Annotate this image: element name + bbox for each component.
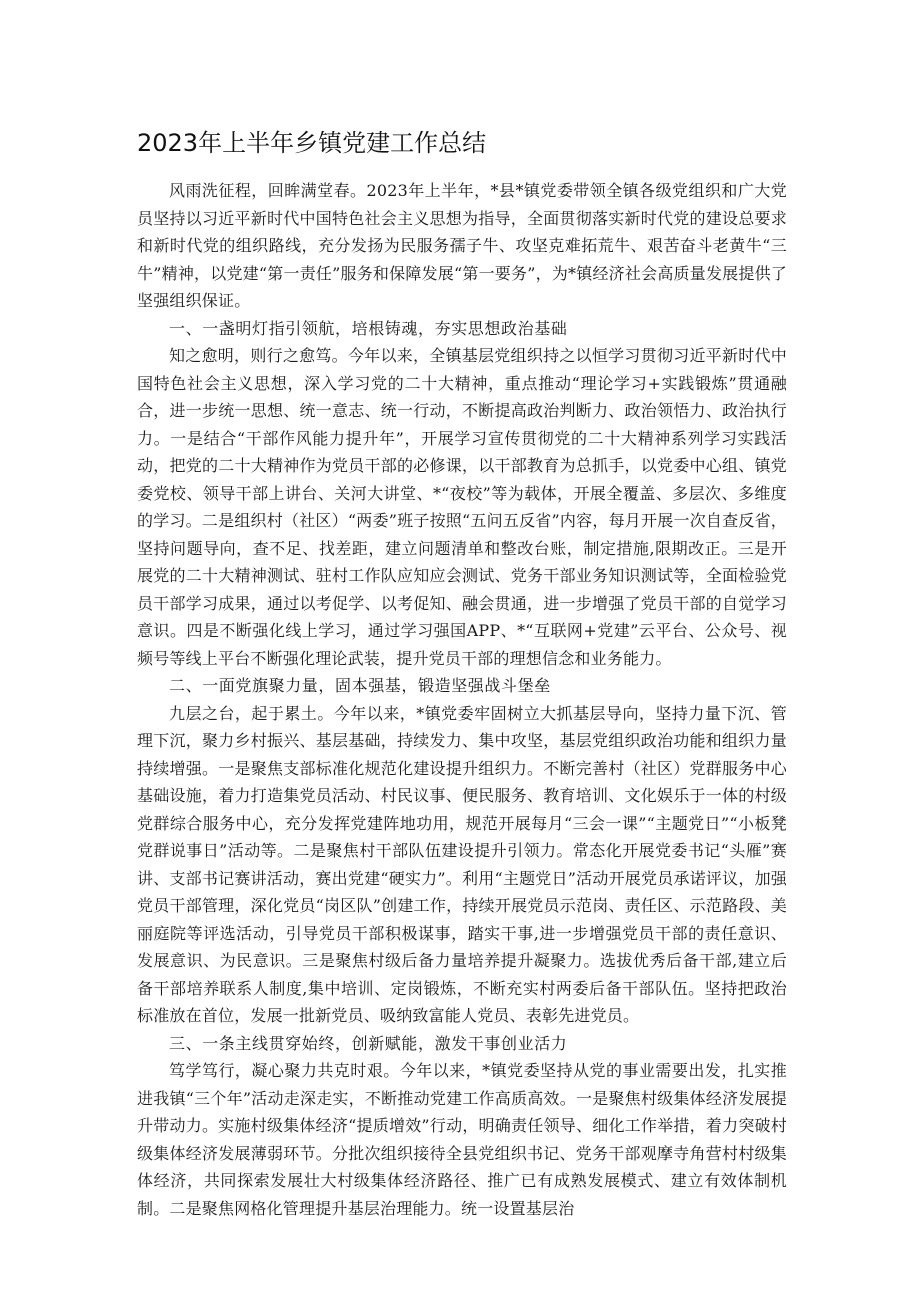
section-1-heading: 一、一盏明灯指引领航，培根铸魂，夯实思想政治基础 — [169, 318, 568, 338]
section-3-body: 笃学笃行，凝心聚力共克时艰。今年以来，*镇党委坚持从党的事业需要出发，扎实推进我镇“三个年”活动走深走实，不断推动党建工作高质高效。一是聚焦村级集体经济发展提升带动力。实施村级集体经济“提质增效”行动，明确责任领导、细化工作举措，着力突破村级集体经济发展薄弱环节。分批次组织接待全县党组织书记、党务干部观摩寺角营村村级集体经济，共同探索发展壮大村级集体经济路径、推广已有成熟发展模式、建立有效体制机制。二是聚焦网格化管理提升基层治理能力。统一设置基层治 — [137, 1061, 787, 1218]
document-title: 2023年上半年乡镇党建工作总结 — [137, 129, 487, 157]
section-2-heading: 二、一面党旗聚力量，固本强基，锻造坚强战斗堡垒 — [169, 676, 551, 695]
document-body — [137, 177, 787, 1222]
section-1-body: 知之愈明，则行之愈笃。今年以来，全镇基层党组织持之以恒学习贯彻习近平新时代中国特色社会主义思想，深入学习党的二十大精神，重点推动“理论学习+实践锻炼”贯通融合，进一步统一思想、统一意志、统一行动，不断提高政治判断力、政治领悟力、政治执行力。一是结合“干部作风能力提升年”，开展学习宣传贯彻党的二十大精神系列学习实践活动，把党的二十大精神作为党员干部的必修课，以干部教育为总抓手，以党委中心组、镇党委党校、领导干部上讲台、关河大讲堂、*“夜校”等为载体，开展全覆盖、多层次、多维度的学习。二是组织村（社区）“两委”班子按照“五问五反省”内容，每月开展一次自查反省，坚持问题导向，查不足、找差距，建立问题清单和整改台账，制定措施,限期改正。三是开展党的二十大精神测试、驻村工作队应知应会测试、党务干部业务知识测试等，全面检验党员干部学习成果，通过以考促学、以考促知、融会贯通，进一步增强了党员干部的自觉学习意识。四是不断强化线上学习，通过学习强国APP、*“互联网+党建”云平台、公众号、视频号等线上平台不断强化理论武装，提升党员干部的理想信念和业务能力。 — [137, 346, 787, 668]
section-2-body: 九层之台，起于累土。今年以来，*镇党委牢固树立大抓基层导向，坚持力量下沉、管理下沉，聚力乡村振兴、基层基础，持续发力、集中攻坚，基层党组织政治功能和组织力量持续增强。一是聚焦支部标准化规范化建设提升组织力。不断完善村（社区）党群服务中心基础设施，着力打造集党员活动、村民议事、便民服务、教育培训、文化娱乐于一体的村级党群综合服务中心，充分发挥党建阵地功用，规范开展每月“三会一课”“主题党日”“小板凳党群说事日”活动等。二是聚焦村干部队伍建设提升引领力。常态化开展党委书记“头雁”赛讲、支部书记赛讲活动，赛出党建“硬实力”。利用“主题党日”活动开展党员承诺评议，加强党员干部管理，深化党员“岗区队”创建工作，持续开展党员示范岗、责任区、示范路段、美丽庭院等评选活动，引导党员干部积极谋事，踏实干事,进一步增强党员干部的责任意识、发展意识、为民意识。三是聚焦村级后备力量培养提升凝聚力。选拔优秀后备干部,建立后备干部培养联系人制度,集中培训、定岗锻炼，不断充实村两委后备干部队伍。坚持把政治标准放在首位，发展一批新党员、吸纳致富能人党员、表彰先进党员。 — [137, 703, 787, 1025]
section-3-heading: 三、一条主线贯穿始终，创新赋能，激发干事创业活力 — [169, 1033, 568, 1053]
intro-paragraph: 风雨洗征程，回眸满堂春。2023年上半年，*县*镇党委带领全镇各级党组织和广大党员坚持以习近平新时代中国特色社会主义思想为指导，全面贯彻落实新时代党的建设总要求和新时代党的组织路线，充分发扬为民服务孺子牛、攻坚克难拓荒牛、艰苦奋斗老黄牛“三牛”精神，以党建“第一责任”服务和保障发展“第一要务”，为*镇经济社会高质量发展提供了坚强组织保证。 — [137, 181, 787, 310]
